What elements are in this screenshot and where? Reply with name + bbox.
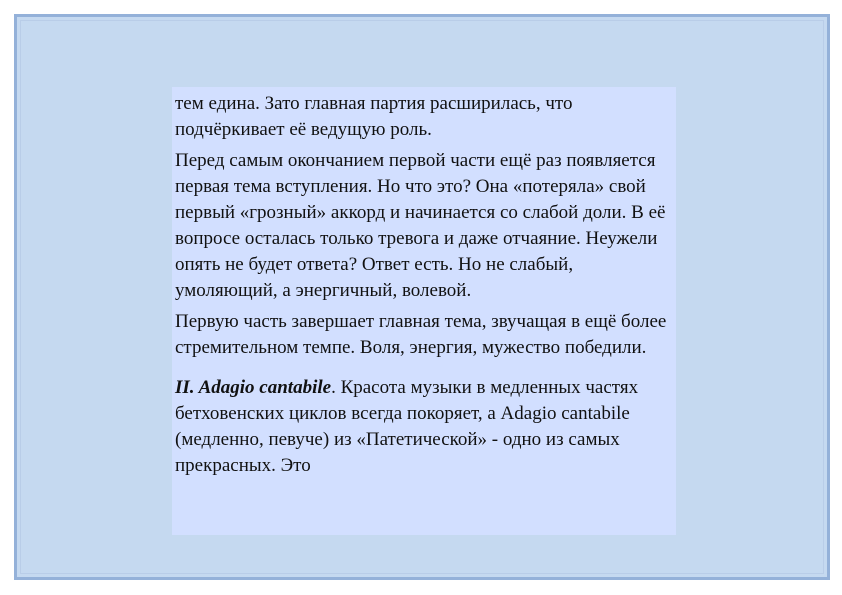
adagio-title: II. Adagio cantabile <box>175 377 332 398</box>
paragraph-2: Перед самым окончанием первой части ещё раз появляется первая тема вступления. Но что это? Она «потеряла» свой первый «грозный» аккорд и начинается со слабой доли. В её вопросе осталась только тревога и даже отчаяние. Неужели опять не будет ответа? Ответ есть. Но не слабый, умоляющий, а энергичный, волевой. <box>175 150 666 301</box>
paragraph-1: тем едина. Зато главная партия расширилась, что подчёркивает её ведущую роль. <box>175 93 573 140</box>
paragraph-3: Первую часть завершает главная тема, звучащая в ещё более стремительном темпе. Воля, энергия, мужество победили. <box>175 311 667 358</box>
paragraph-adagio <box>175 375 676 479</box>
text-box <box>172 87 676 535</box>
slide <box>14 14 830 580</box>
adagio-text: . Красота музыки в медленных частях бетховенских циклов всегда покоряет, а Adagio cantabile (медленно, певуче) из «Патетической» - одно из самых прекрасных. Это <box>175 377 639 476</box>
